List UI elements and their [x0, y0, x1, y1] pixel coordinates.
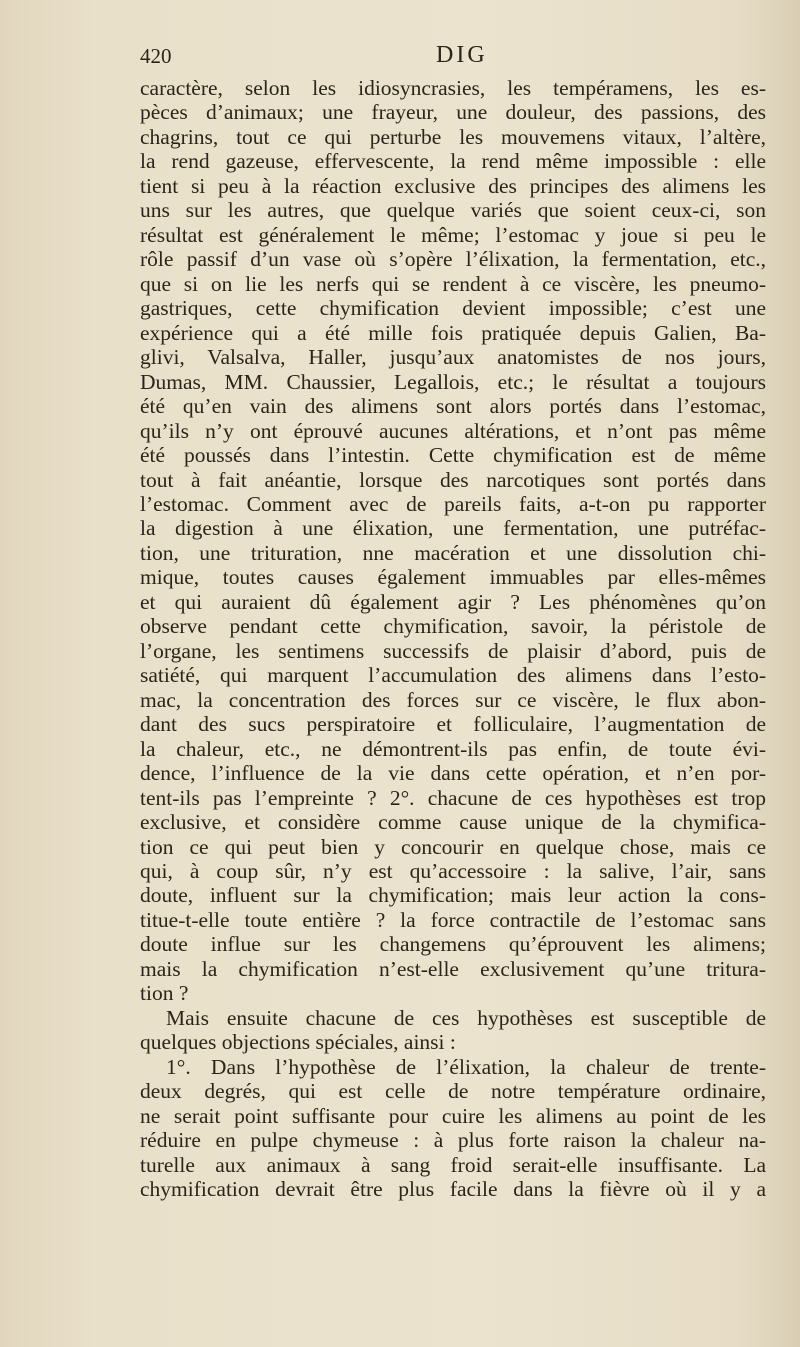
- text-line: dence, l’influence de la vie dans cette opération, et n’en por-: [140, 761, 766, 786]
- text-line: et qui auraient dû également agir ? Les phénomènes qu’on: [140, 589, 766, 614]
- text-line: caractère, selon les idiosyncrasies, les tempéramens, les es-: [140, 76, 766, 100]
- text-line: ne serait point suffisante pour cuire les alimens au point de les: [140, 1103, 766, 1128]
- text-line: la chaleur, etc., ne démontrent-ils pas enfin, de toute évi-: [140, 736, 766, 761]
- text-line: tent-ils pas l’empreinte ? 2°. chacune de ces hypothèses est trop: [140, 785, 766, 810]
- text-line: deux degrés, qui est celle de notre température ordinaire,: [140, 1079, 766, 1104]
- text-line: été poussés dans l’intestin. Cette chymification est de même: [140, 443, 766, 468]
- text-line: mac, la concentration des forces sur ce viscère, le flux abon-: [140, 687, 766, 712]
- text-line: turelle aux animaux à sang froid serait-elle insuffisante. La: [140, 1152, 766, 1177]
- text-line: tion ce qui peut bien y concourir en quelque chose, mais ce: [140, 834, 766, 859]
- page-header: [140, 44, 780, 74]
- text-line: rôle passif d’un vase où s’opère l’élixation, la fermentation, etc.,: [140, 247, 766, 272]
- text-line: doute influe sur les changemens qu’éprouvent les alimens;: [140, 932, 766, 957]
- text-line: quelques objections spéciales, ainsi :: [140, 1030, 456, 1055]
- text-line: gastriques, cette chymification devient impossible; c’est une: [140, 296, 766, 321]
- text-line: l’organe, les sentimens successifs de plaisir d’abord, puis de: [140, 638, 766, 663]
- text-line: l’estomac. Comment avec de pareils faits, a-t-on pu rapporter: [140, 491, 766, 516]
- text-line: tout à fait anéantie, lorsque des narcotiques sont portés dans: [140, 467, 766, 492]
- text-line: dant des sucs perspiratoire et folliculaire, l’augmentation de: [140, 712, 766, 737]
- text-line: qu’ils n’y ont éprouvé aucunes altérations, et n’ont pas même: [140, 418, 766, 443]
- text-line: expérience qui a été mille fois pratiquée depuis Galien, Ba-: [140, 320, 766, 345]
- text-line: la rend gazeuse, effervescente, la rend même impossible : elle: [140, 149, 766, 174]
- text-line: Dumas, MM. Chaussier, Legallois, etc.; le résultat a toujours: [140, 369, 766, 394]
- page-number: 420: [140, 44, 172, 68]
- text-line: uns sur les autres, que quelque variés que soient ceux-ci, son: [140, 198, 766, 223]
- text-line: observe pendant cette chymification, savoir, la péristole de: [140, 614, 766, 639]
- body-text: [140, 76, 766, 1202]
- text-line: résultat est généralement le même; l’estomac y joue si peu le: [140, 222, 766, 247]
- text-line: 1°. Dans l’hypothèse de l’élixation, la chaleur de trente-: [166, 1054, 766, 1079]
- text-line: chymification devrait être plus facile dans la fièvre où il y a: [140, 1177, 766, 1202]
- text-line: Mais ensuite chacune de ces hypothèses est susceptible de: [166, 1005, 766, 1030]
- text-line: chagrins, tout ce qui perturbe les mouvemens vitaux, l’altère,: [140, 124, 766, 149]
- text-line: mique, toutes causes également immuables par elles-mêmes: [140, 565, 766, 590]
- text-line: glivi, Valsalva, Haller, jusqu’aux anatomistes de nos jours,: [140, 345, 766, 370]
- text-line: titue-t-elle toute entière ? la force contractile de l’estomac sans: [140, 907, 766, 932]
- text-line: exclusive, et considère comme cause unique de la chymifica-: [140, 810, 766, 835]
- running-head: DIG: [436, 42, 488, 68]
- text-line: mais la chymification n’est-elle exclusivement qu’une tritura-: [140, 956, 766, 981]
- text-line: que si on lie les nerfs qui se rendent à ce viscère, les pneumo-: [140, 271, 766, 296]
- text-line: la digestion à une élixation, une fermentation, une putréfac-: [140, 516, 766, 541]
- text-line: tient si peu à la réaction exclusive des principes des alimens les: [140, 173, 766, 198]
- text-line: pèces d’animaux; une frayeur, une douleur, des passions, des: [140, 100, 766, 125]
- text-line: tion ?: [140, 981, 189, 1006]
- text-line: été qu’en vain des alimens sont alors portés dans l’estomac,: [140, 394, 766, 419]
- text-line: tion, une trituration, nne macération et une dissolution chi-: [140, 540, 766, 565]
- text-line: doute, influent sur la chymification; mais leur action la cons-: [140, 883, 766, 908]
- text-line: réduire en pulpe chymeuse : à plus forte raison la chaleur na-: [140, 1128, 766, 1153]
- text-line: satiété, qui marquent l’accumulation des alimens dans l’esto-: [140, 663, 766, 688]
- text-line: qui, à coup sûr, n’y est qu’accessoire : la salive, l’air, sans: [140, 859, 766, 883]
